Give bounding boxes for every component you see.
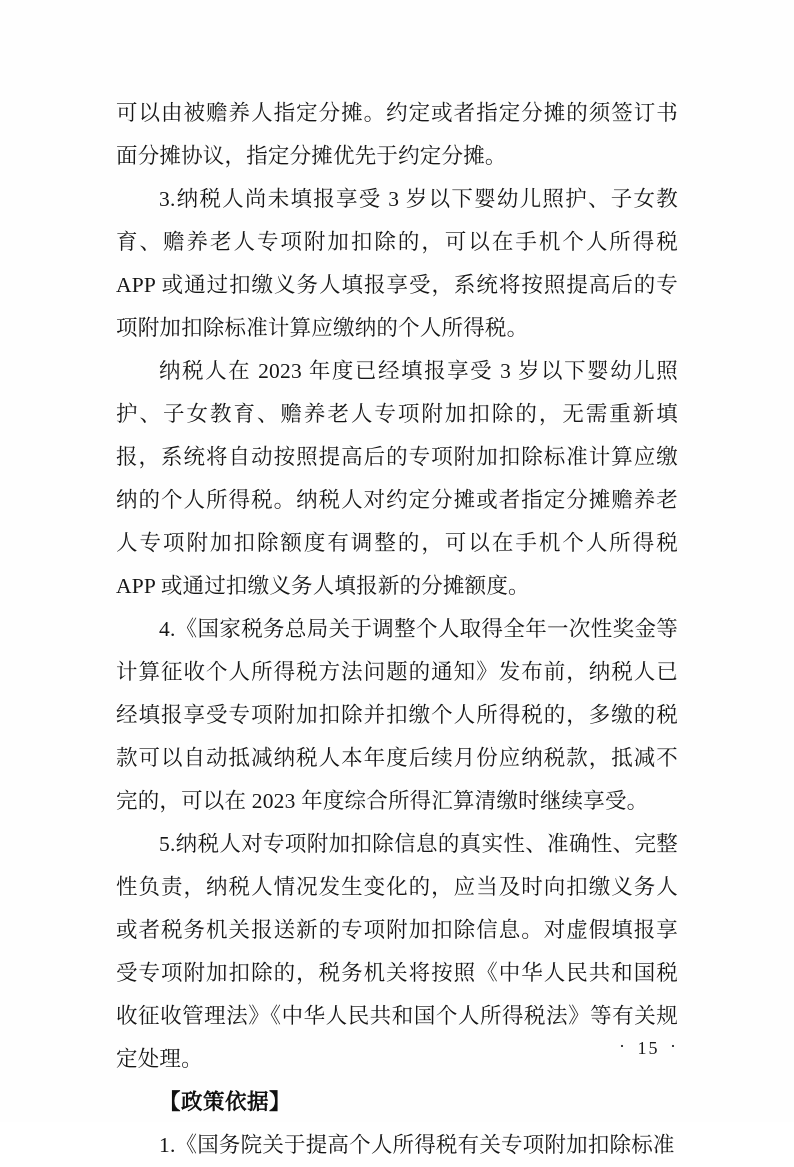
page-footer-inner	[619, 1038, 678, 1059]
page-body	[116, 92, 678, 1167]
paragraph-1: 可以由被赡养人指定分摊。约定或者指定分摊的须签订书面分摊协议，指定分摊优先于约定分摊。	[116, 101, 678, 168]
footer-right-dot: ·	[670, 1036, 678, 1056]
footer-left-dot: ·	[619, 1036, 627, 1056]
paragraph-2: 3.纳税人尚未填报享受 3 岁以下婴幼儿照护、子女教育、赡养老人专项附加扣除的，可以在手机个人所得税 APP 或通过扣缴义务人填报享受，系统将按照提高后的专项附加扣除标准计算应缴纳的个人所得税。	[116, 187, 678, 340]
paragraph-5: 5.纳税人对专项附加扣除信息的真实性、准确性、完整性负责，纳税人情况发生变化的，应当及时向扣缴义务人或者税务机关报送新的专项附加扣除信息。对虚假填报享受专项附加扣除的，税务机关将按照《中华人民共和国税收征收管理法》《中华人民共和国个人所得税法》等有关规定处理。	[116, 832, 678, 1071]
paragraph-trailing: 1.《国务院关于提高个人所得税有关专项附加扣除标准	[159, 1133, 675, 1157]
paragraph-3: 纳税人在 2023 年度已经填报享受 3 岁以下婴幼儿照护、子女教育、赡养老人专项附加扣除的，无需重新填报，系统将自动按照提高后的专项附加扣除标准计算应缴纳的个人所得税。纳税人对约定分摊或者指定分摊赡养老人专项附加扣除额度有调整的，可以在手机个人所得税 APP 或通过扣缴义务人填报新的分摊额度。	[116, 359, 678, 598]
section-heading-policy-basis: 【政策依据】	[159, 1090, 292, 1114]
paragraph-4: 4.《国家税务总局关于调整个人取得全年一次性奖金等计算征收个人所得税方法问题的通知》发布前，纳税人已经填报享受专项附加扣除并扣缴个人所得税的，多缴的税款可以自动抵减纳税人本年度后续月份应纳税款，抵减不完的，可以在 2023 年度综合所得汇算清缴时继续享受。	[116, 617, 678, 813]
page-number: 15	[637, 1038, 660, 1058]
